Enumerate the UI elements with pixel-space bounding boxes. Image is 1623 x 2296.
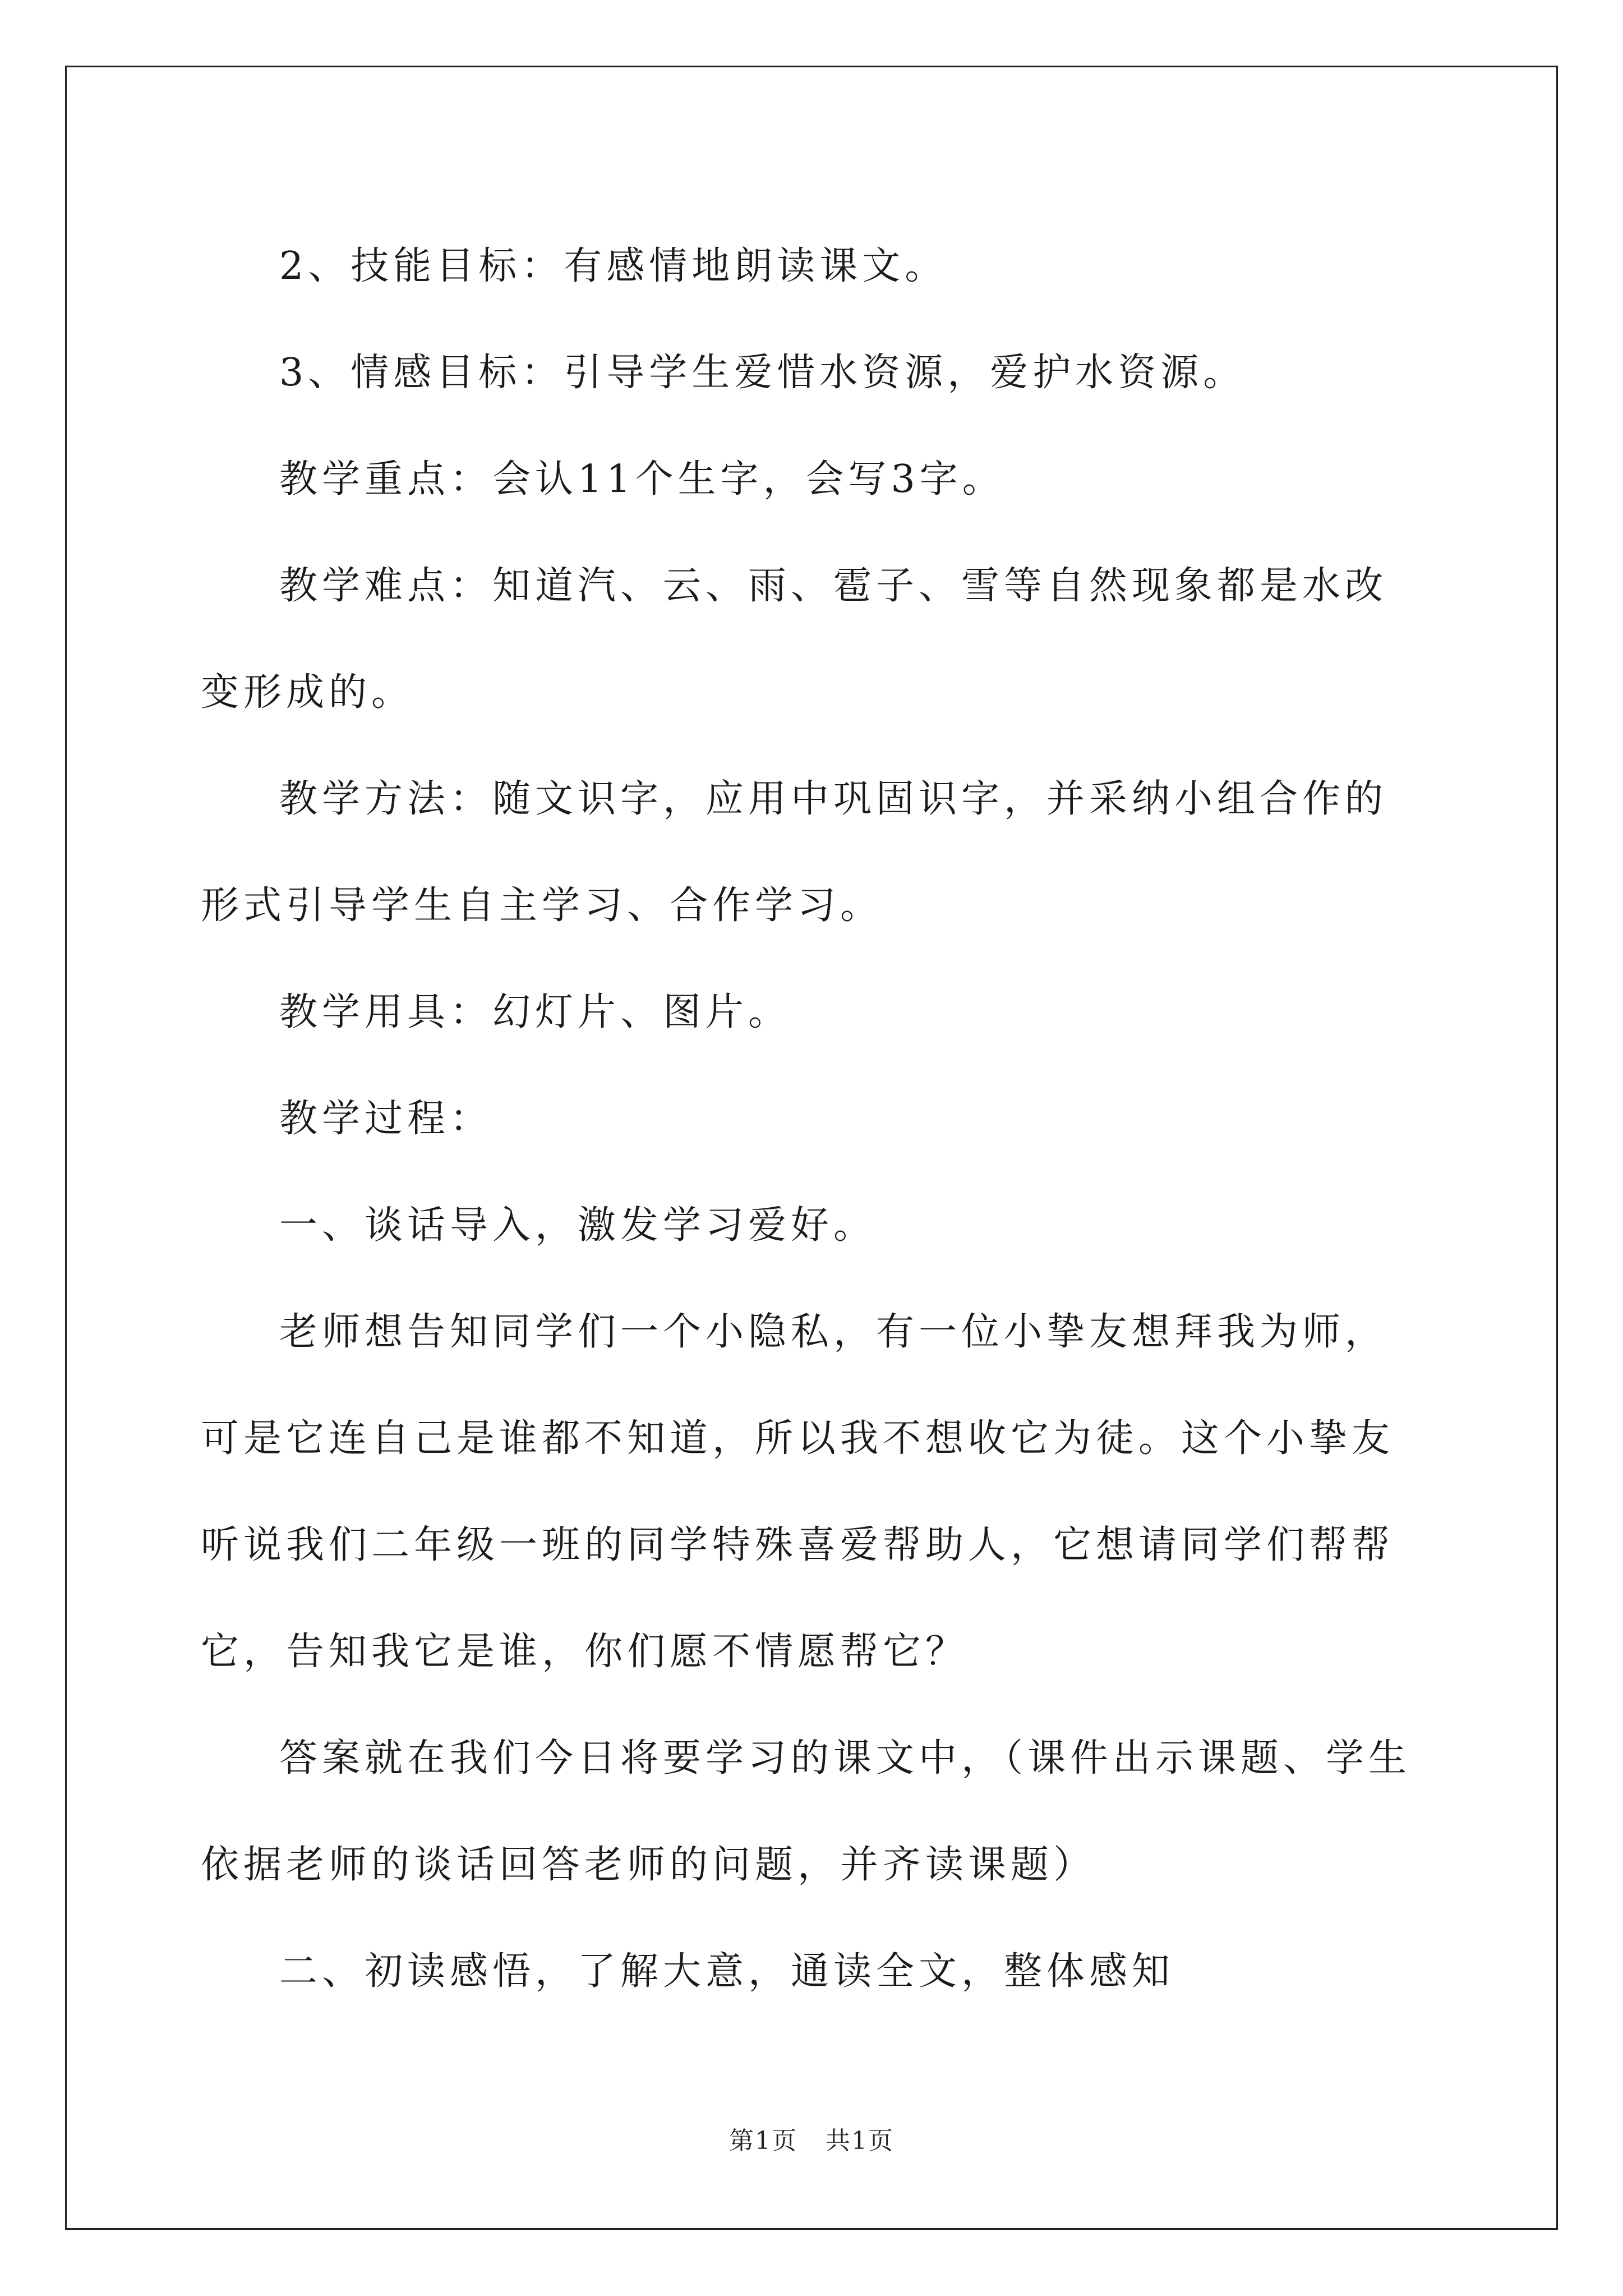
paragraph-process-heading: 教学过程： <box>279 1097 493 1141</box>
paragraph-answer: 答案就在我们今日将要学习的课文中，（课件出示课题、学生依据老师的谈话回答老师的问题，并齐读课题） <box>201 1736 1412 1887</box>
page-total: 共1页 <box>826 2127 894 2155</box>
page-number: 第1页 <box>729 2127 797 2155</box>
paragraph-methods: 教学方法：随文识字，应用中巩固识字，并采纳小组合作的形式引导学生自主学习、合作学习。 <box>201 777 1388 928</box>
paragraph-difficulties: 教学难点：知道汽、云、雨、雹子、雪等自然现象都是水改变形成的。 <box>201 564 1388 715</box>
paragraph-section-two: 二、初读感悟，了解大意，通读全文，整体感知 <box>279 1949 1175 1994</box>
paragraph-teacher-story: 老师想告知同学们一个小隐私，有一位小挚友想拜我为师，可是它连自己是谁都不知道，所以我不想收它为徒。这个小挚友听说我们二年级一班的同学特殊喜爱帮助人，它想请同学们帮帮它，告知我它是谁，你们愿不情愿帮它？ <box>201 1310 1395 1674</box>
paragraph-tools: 教学用具：幻灯片、图片。 <box>279 990 791 1034</box>
paragraph-section-one: 一、谈话导入，激发学习爱好。 <box>279 1203 877 1248</box>
paragraph-emotion-goal: 3、情感目标：引导学生爱惜水资源，爱护水资源。 <box>279 351 1246 395</box>
paragraph-key-points: 教学重点：会认11个生字，会写3字。 <box>279 457 1005 501</box>
paragraph-skill-goal: 2、技能目标：有感情地朗读课文。 <box>279 244 948 288</box>
document-body <box>201 213 1423 2025</box>
page-footer <box>0 2120 1623 2156</box>
